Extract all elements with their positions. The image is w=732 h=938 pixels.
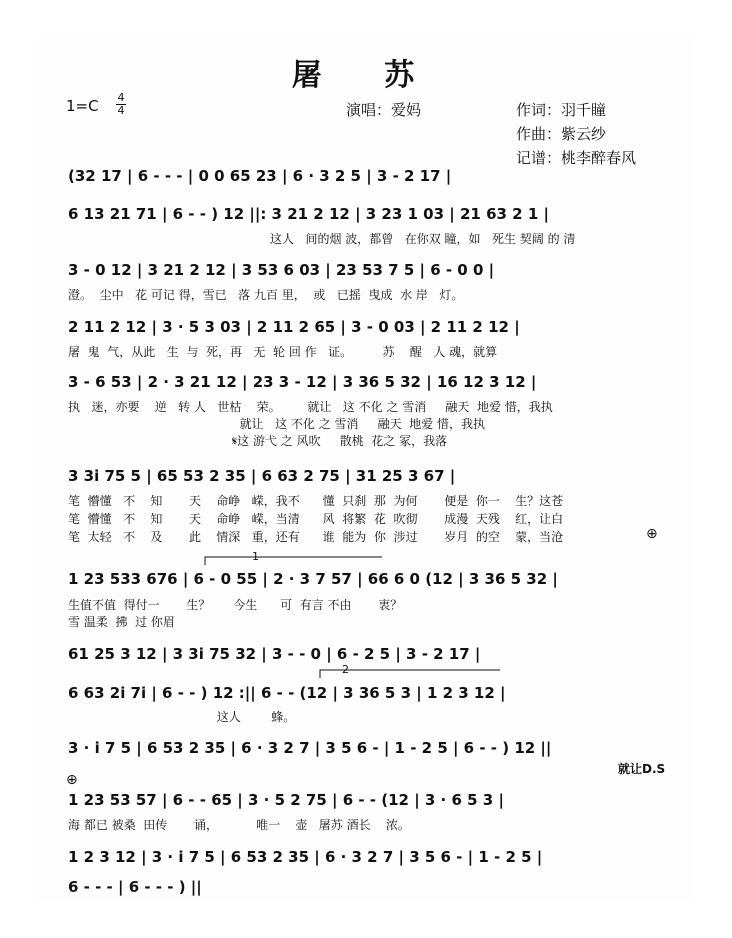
score-row-13 xyxy=(0,876,732,900)
lyric-line: 这人 间的烟 波，都曾 在你双 瞳，如 死生 契阔 的 清 xyxy=(270,232,576,246)
notation-line: (32 17 | 6 - - - | 0 0 65 23 | 6 · 3 2 5 | 3 - 2 17 | xyxy=(68,167,452,185)
notation-line: 2 11 2 12 | 3 · 5 3 03 | 2 11 2 65 | 3 - 0 03 | 2 11 2 12 | xyxy=(68,318,520,336)
song-title: 屠 苏 xyxy=(291,58,441,93)
volta-1-label: 1 xyxy=(252,550,259,563)
notation-line: 3 3i 75 5 | 65 53 2 35 | 6 63 2 75 | 31 25 3 67 | xyxy=(68,467,456,485)
credit-transcriber: 记谱：桃李醉春风 xyxy=(516,149,637,167)
credit-lyricist: 作词：羽千瞳 xyxy=(516,101,607,119)
lyric-line: 笔 懵懂 不 知 天 命峥 嵘，当清 风 将繁 花 吹彻 成漫 天残 红，让白 xyxy=(68,512,564,526)
lyric-line: 这人 蜂。 xyxy=(68,710,296,724)
notation-line: 61 25 3 12 | 3 3i 75 32 | 3 - - 0 | 6 - 2 5 | 3 - 2 17 | xyxy=(68,645,481,663)
score-row-11 xyxy=(0,789,732,813)
score-row-8 xyxy=(0,643,732,667)
key-signature: 1=C xyxy=(66,97,99,115)
notation-line: 3 - 0 12 | 3 21 2 12 | 3 53 6 03 | 23 53 7 5 | 6 - 0 0 | xyxy=(68,261,495,279)
time-bottom: 4 xyxy=(117,104,125,117)
notation-line: 6 13 21 71 | 6 - - ) 12 ||: 3 21 2 12 | 3 23 1 03 | 21 63 2 1 | xyxy=(68,205,549,223)
notation-line: 6 63 2i 7i | 6 - - ) 12 :|| 6 - - (12 | 3 36 5 3 | 1 2 3 12 | xyxy=(68,684,506,702)
ds-instruction: 就让D.S xyxy=(618,762,666,776)
lyric-line: 澄。 尘中 花 可记 得，雪已 落 九百 里， 或 已摇 曳成 水 岸 灯。 xyxy=(68,288,464,302)
notation-line: 1 23 533 676 | 6 - 0 55 | 2 · 3 7 57 | 66 6 0 (12 | 3 36 5 32 | xyxy=(68,570,558,588)
credit-composer: 作曲：紫云纱 xyxy=(516,125,607,143)
lyric-line: 就让 这 不化 之 雪消 融天 地爱 惜，我执 xyxy=(68,417,486,431)
notation-line: 3 - 6 53 | 2 · 3 21 12 | 23 3 - 12 | 3 36 5 32 | 16 12 3 12 | xyxy=(68,373,537,391)
lyric-line: 𝄋这 游弋 之 风吹 散桃 花之 冢，我落 xyxy=(68,434,448,448)
notation-line: 1 2 3 12 | 3 · i 7 5 | 6 53 2 35 | 6 · 3 2 7 | 3 5 6 - | 1 - 2 5 | xyxy=(68,848,543,866)
coda-icon: ⊕ xyxy=(66,772,78,788)
score-row-10 xyxy=(0,737,732,761)
score-row-7 xyxy=(0,568,732,592)
lyric-line: 屠 鬼 气，从此 生 与 死，再 无 轮 回 作 证。 苏 醒 人 魂，就算 xyxy=(68,345,498,359)
coda-icon: ⊕ xyxy=(646,526,658,542)
lyric-line: 雪 温柔 拂 过 你眉 xyxy=(68,615,175,629)
lyric-line: 生值不值 得付一 生？ 今生 可 有言 不由 衷？ xyxy=(68,598,403,612)
score-row-12 xyxy=(0,846,732,870)
volta-2-label: 2 xyxy=(342,663,349,676)
notation-line: 1 23 53 57 | 6 - - 65 | 3 · 5 2 75 | 6 - - (12 | 3 · 6 5 3 | xyxy=(68,791,504,809)
notation-line: 6 - - - | 6 - - - ) || xyxy=(68,878,202,896)
time-top: 4 xyxy=(117,91,125,104)
lyric-line: 海 都已 被桑 田传 诵， 唯一 壶 屠苏 酒长 浓。 xyxy=(68,818,410,832)
lyric-line: 笔 太轻 不 及 此 情深 重，还有 谁 能为 你 涉过 岁月 的空 蒙，当沧 xyxy=(68,530,564,544)
score-row-9 xyxy=(0,682,732,706)
notation-line: 3 · i 7 5 | 6 53 2 35 | 6 · 3 2 7 | 3 5 6 - | 1 - 2 5 | 6 - - ) 12 || xyxy=(68,739,552,757)
volta-1-bracket xyxy=(205,557,382,565)
credit-singer: 演唱：爱妈 xyxy=(346,101,422,119)
lyric-line: 笔 懵懂 不 知 天 命峥 嵘，我不 懂 只刹 那 为何 便是 你一 生？这苍 xyxy=(68,494,564,508)
lyric-line: 执 迷，亦要 逆 转 人 世枯 荣。 就让 这 不化 之 雪消 融天 地爱 惜，我执 xyxy=(68,400,553,414)
